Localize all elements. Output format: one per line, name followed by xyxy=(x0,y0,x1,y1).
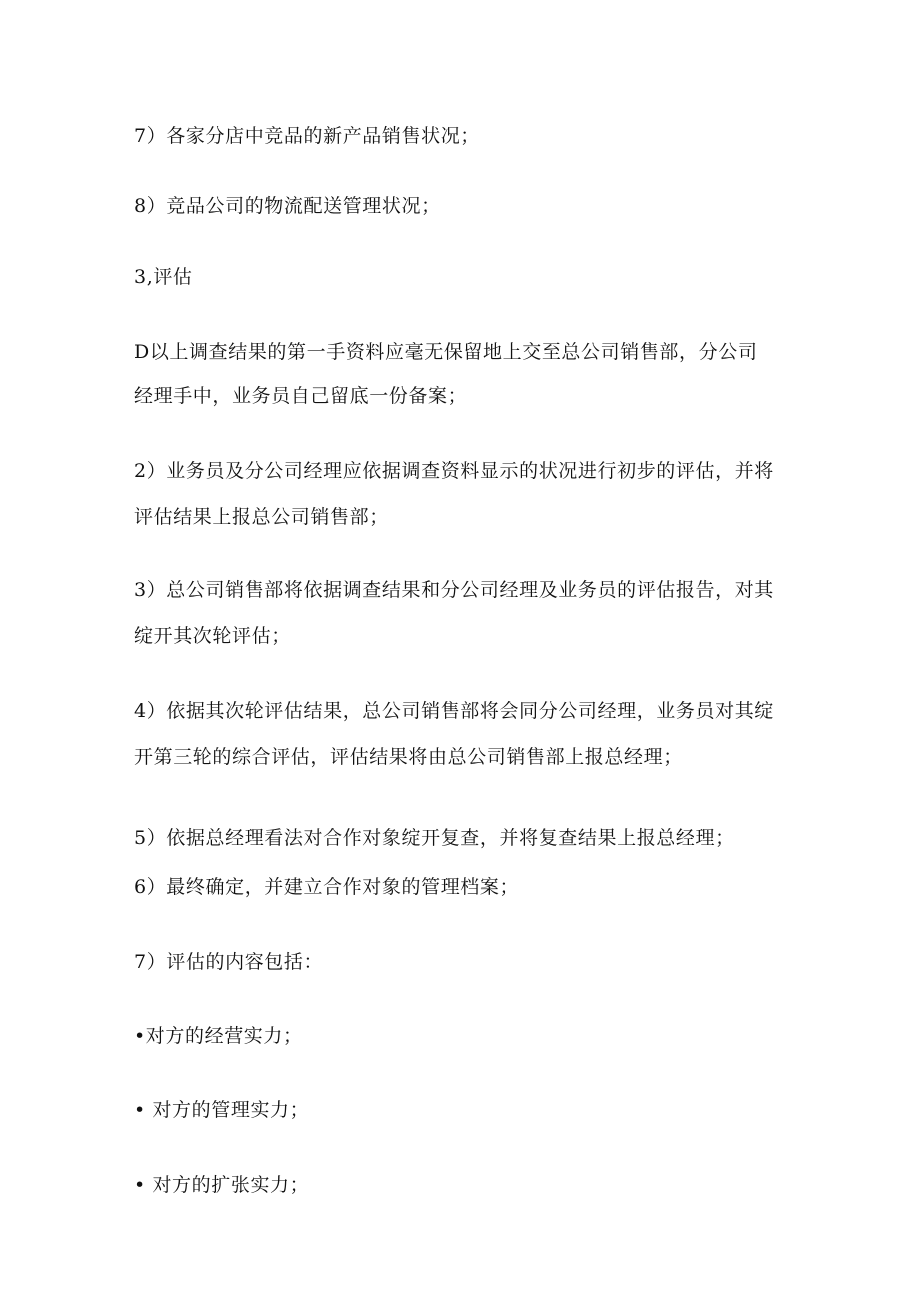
paragraph-2-line-1: 2）业务员及分公司经理应依据调查资料显示的状况进行初步的评估，并将 xyxy=(134,460,774,482)
paragraph-6: 6）最终确定，并建立合作对象的管理档案； xyxy=(134,876,520,898)
paragraph-1-line-1: D以上调查结果的第一手资料应毫无保留地上交至总公司销售部，分公司 xyxy=(134,341,758,363)
paragraph-7-heading: 7）评估的内容包括： xyxy=(134,951,324,973)
list-item-competitor-logistics: 8）竞品公司的物流配送管理状况； xyxy=(134,195,441,217)
paragraph-1-line-2: 经理手中，业务员自己留底一份备案； xyxy=(134,385,468,407)
section-heading-evaluation: 3,评估 xyxy=(134,266,193,288)
paragraph-2-line-2: 评估结果上报总公司销售部； xyxy=(134,506,389,528)
paragraph-5: 5）依据总经理看法对合作对象绽开复查，并将复查结果上报总经理； xyxy=(134,827,735,849)
bullet-item-management-strength: • 对方的管理实力； xyxy=(134,1099,310,1121)
bullet-item-expansion-strength: • 对方的扩张实力； xyxy=(134,1174,310,1196)
paragraph-3-line-1: 3）总公司销售部将依据调查结果和分公司经理及业务员的评估报告，对其 xyxy=(134,579,774,601)
bullet-item-operating-strength: •对方的经营实力； xyxy=(134,1025,303,1047)
paragraph-4-line-1: 4）依据其次轮评估结果，总公司销售部将会同分公司经理，业务员对其绽 xyxy=(134,700,774,722)
paragraph-4-line-2: 开第三轮的综合评估，评估结果将由总公司销售部上报总经理； xyxy=(134,746,683,768)
list-item-competitor-new-product-sales: 7）各家分店中竞品的新产品销售状况； xyxy=(134,125,480,147)
paragraph-3-line-2: 绽开其次轮评估； xyxy=(134,625,291,647)
